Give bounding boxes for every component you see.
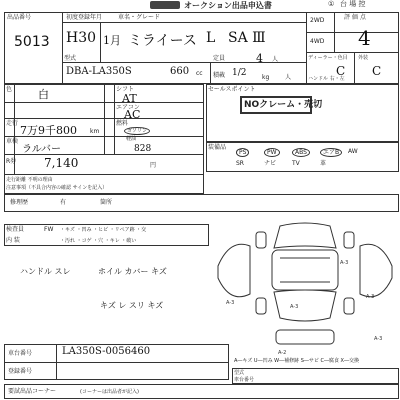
capacity-unit: 人 <box>272 56 279 63</box>
equipment-frame <box>206 142 399 172</box>
damage-mark-6: A-2 <box>278 350 287 356</box>
month-value: 1月 <box>103 34 121 47</box>
repair-place: 箇所 <box>100 199 113 206</box>
diagram-legend: A―キズ U―凹み W―補修跡 S―サビ C―腐食 X―交換 <box>234 358 359 364</box>
load-value: 1/2 <box>232 68 247 78</box>
model-code-label: 型式 <box>64 55 77 62</box>
inspection-value: ラルバー <box>22 144 61 155</box>
ac-value: AC <box>124 108 141 121</box>
r-label: R券 <box>6 158 17 165</box>
fuel-value: ガソリン <box>124 127 150 135</box>
claim-text: NOクレーム・売切 <box>244 100 323 110</box>
inspector-code: FW <box>44 226 54 233</box>
repair-choice: 有 <box>60 199 67 206</box>
frame-label: 車台番号 <box>234 377 255 383</box>
lot-label: 出品番号 <box>7 14 32 21</box>
lot-number: 5013 <box>14 34 50 50</box>
equipment-item-r1-3: エアB <box>320 148 342 157</box>
car-diagram <box>210 218 400 358</box>
repair-label: 修理歴 <box>10 199 29 206</box>
color-label: 色 <box>6 86 13 93</box>
handle-note: ハンドル 右・左 <box>308 76 345 82</box>
notes-line1: 走行距離 不明の理由 <box>6 177 53 183</box>
grade-score: 4 <box>358 26 371 50</box>
fuel-label: 燃料 <box>116 120 129 127</box>
grade-value: L <box>206 30 216 46</box>
copy-mark: ① <box>328 0 335 8</box>
comment-2: ホイル カバー キズ <box>98 267 167 276</box>
equipment-item-r2-3: 革 <box>320 160 327 167</box>
sales-label: セールスポイント <box>208 86 256 93</box>
color-value: 白 <box>38 88 49 101</box>
exterior-label: 外装 <box>358 55 369 61</box>
interior-row-label: 内 装 <box>6 237 20 244</box>
equipment-item-r1-2: ABS <box>292 148 310 157</box>
equipment-item-r1-0: PS <box>236 148 249 157</box>
mileage-label: 走行 <box>6 120 19 127</box>
mileage-value: 7万9千800 <box>20 124 77 137</box>
capacity-value: 4 <box>256 52 263 65</box>
ac-label: エアコン <box>116 104 140 111</box>
equipment-item-r2-2: TV <box>292 160 300 167</box>
inspection-num: 828 <box>134 144 152 154</box>
drive-2wd: 2WD <box>310 17 325 24</box>
comment-1: ハンドル スレ <box>20 267 71 276</box>
r-unit: 円 <box>150 162 157 169</box>
shift-value: AT <box>122 92 137 105</box>
equipment-item-r1-1: PW <box>264 148 280 157</box>
car-name: ミライース <box>128 33 197 49</box>
extra-grade: SA Ⅲ <box>228 30 266 46</box>
comment-3: キズ レ スリ キズ <box>100 301 164 310</box>
mileage-unit: km <box>90 128 100 135</box>
equipment-item-r1-4: AW <box>348 148 358 155</box>
footer-label: 要試出品コーナー <box>8 388 57 395</box>
banner-logo <box>150 1 180 9</box>
reg-label: 登録番号 <box>8 368 33 375</box>
chassis-label: 車台番号 <box>8 350 33 357</box>
footer-frame <box>4 384 399 399</box>
r-value: 7,140 <box>44 156 79 170</box>
footer-note: (コーナーは出品者が記入) <box>80 389 139 395</box>
name-label: 車名・グレード <box>118 14 161 21</box>
notes-line2: 注意事項（不具合内容の確認 サインを記入） <box>6 185 108 191</box>
inspector-row1: ・キズ ・凹み ・ヒビ ・リペア跡 ・交 <box>60 227 147 233</box>
equipment-item-r2-1: ナビ <box>264 160 277 167</box>
first-reg-label: 初度登録年月 <box>66 14 103 21</box>
interior-value: C <box>336 64 346 78</box>
chassis-value: LA350S-0056460 <box>62 346 151 357</box>
fuel-alt: 軽油 <box>126 136 137 142</box>
displacement-unit: cc <box>196 70 203 77</box>
load-unit: kg <box>262 74 270 81</box>
capacity-sub: 人 <box>285 74 292 81</box>
year-value: H30 <box>66 30 97 46</box>
inspector-label: 検査員 <box>6 226 25 233</box>
header-banner <box>150 0 300 10</box>
interior-label: ディーラー・色目 <box>308 55 348 61</box>
load-label: 積載 <box>213 72 226 79</box>
equipment-item-r2-0: SR <box>236 160 244 167</box>
damage-mark-3: A-3 <box>340 260 349 266</box>
damage-mark-1: A-3 <box>226 300 235 306</box>
chassis-right <box>232 368 399 384</box>
displacement: 660 <box>170 66 190 77</box>
model-code: DBA-LA350S <box>66 66 132 77</box>
inspection-label: 車検 <box>6 138 19 145</box>
model-label-2: 型式 <box>234 370 245 376</box>
exterior-value: C <box>372 64 382 78</box>
equipment-label: 装備品 <box>208 144 227 151</box>
damage-mark-2: A-3 <box>366 294 375 300</box>
drive-4wd: 4WD <box>310 38 325 45</box>
capacity-label: 定員 <box>213 55 226 62</box>
copy-label: 台 場 控 <box>340 0 366 8</box>
inspector-row2: ・汚れ ・コゲ ・穴 ・キレ ・破い <box>60 238 137 244</box>
banner-text: オークション出品申込書 <box>184 1 272 10</box>
grade-label: 評 価 点 <box>344 14 366 21</box>
damage-mark-4: A-3 <box>290 304 299 310</box>
damage-mark-5: A-3 <box>374 336 383 342</box>
shift-label: シフト <box>116 86 135 93</box>
